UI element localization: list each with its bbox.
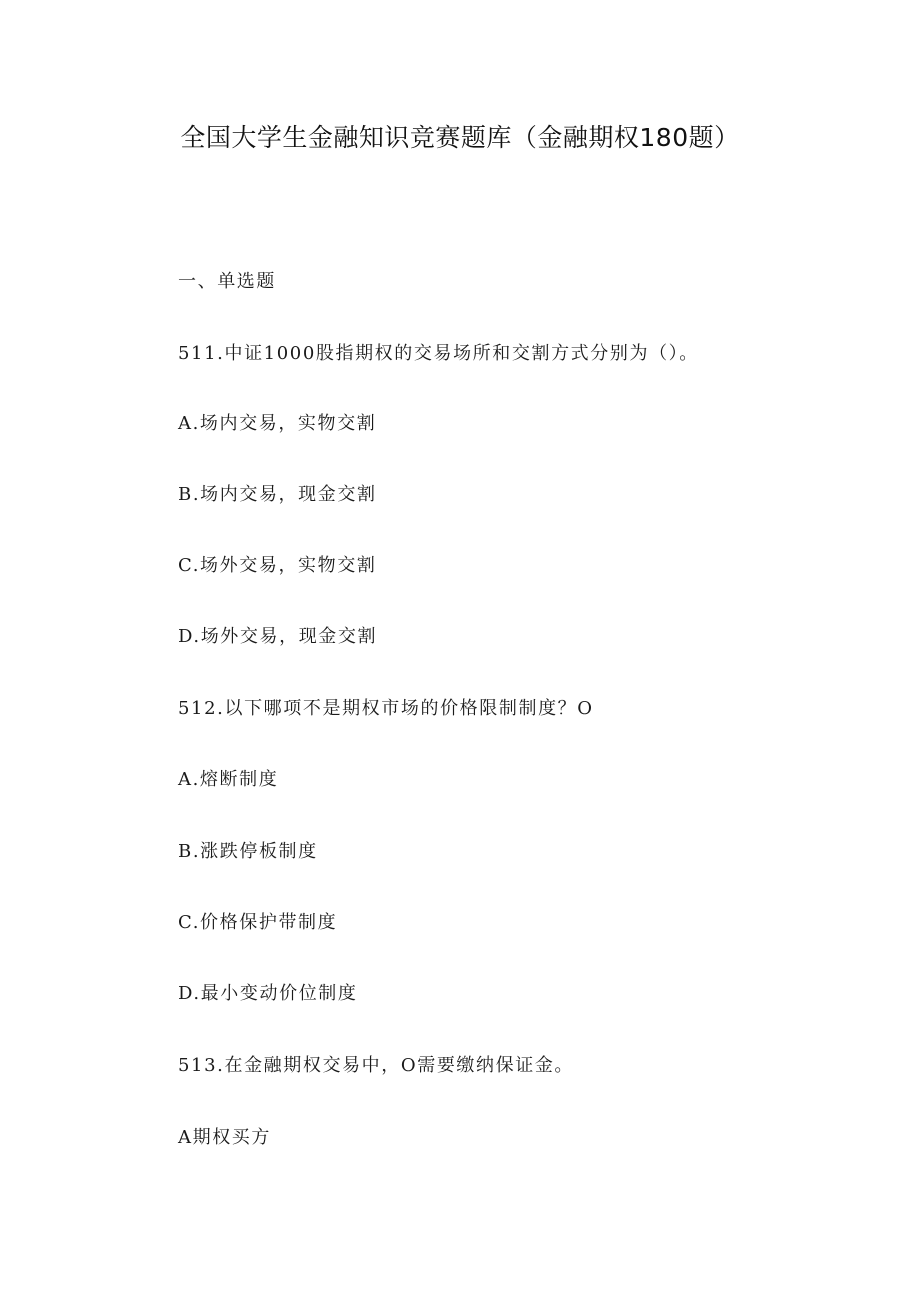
section-heading: 一、单选题 xyxy=(178,271,276,292)
question-512-option-c: C.价格保护带制度 xyxy=(178,912,338,933)
question-511-option-d: D.场外交易，现金交割 xyxy=(178,626,378,647)
question-512-stem: 512.以下哪项不是期权市场的价格限制制度？O xyxy=(178,698,594,719)
question-511-option-b: B.场内交易，现金交割 xyxy=(178,484,377,505)
question-513-stem: 513.在金融期权交易中，O需要缴纳保证金。 xyxy=(178,1055,575,1076)
document-title: 全国大学生金融知识竞赛题库（金融期权180题） xyxy=(180,123,740,152)
question-511-option-c: C.场外交易，实物交割 xyxy=(178,555,377,576)
question-511-option-a: A.场内交易，实物交割 xyxy=(178,413,377,434)
question-512-option-d: D.最小变动价位制度 xyxy=(178,983,358,1004)
question-512-option-a: A.熔断制度 xyxy=(178,769,279,790)
question-512-option-b: B.涨跌停板制度 xyxy=(178,841,318,862)
question-511-stem: 511.中证1000股指期权的交易场所和交割方式分别为（）。 xyxy=(178,343,699,364)
question-513-option-a: A期权买方 xyxy=(178,1127,271,1148)
